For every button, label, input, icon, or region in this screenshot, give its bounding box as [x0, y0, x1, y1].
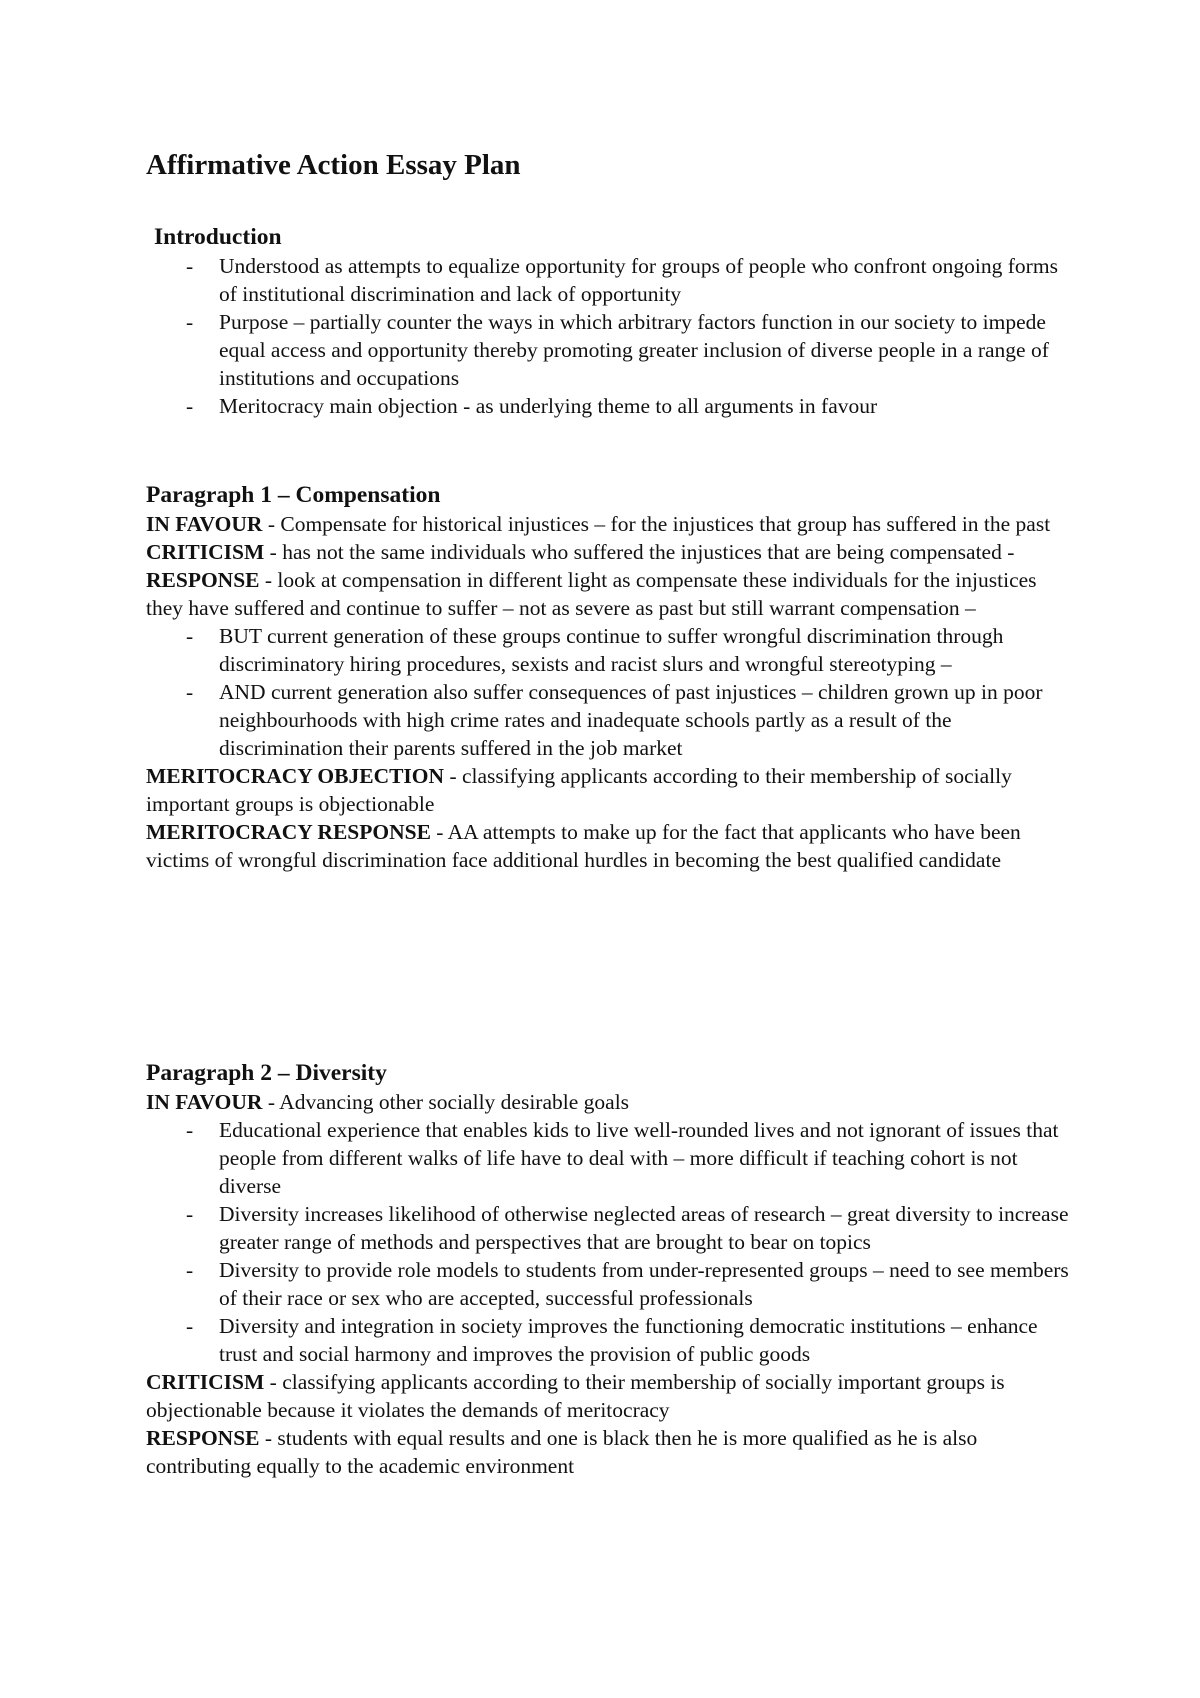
response-text: - look at compensation in different light as compensate these individuals for the injustices they have suffered and continue to suffer – not as severe as past but still warrant compensation – — [146, 568, 1037, 620]
meritocracy-objection-text: - classifying applicants according to their membership of socially important groups is objectionable — [146, 764, 1012, 816]
in-favour-point — [146, 510, 1076, 538]
meritocracy-response-text: - AA attempts to make up for the fact that applicants who have been victims of wrongful discrimination face additional hurdles in becoming the best qualified candidate — [146, 820, 1021, 872]
introduction-heading: Introduction — [154, 224, 282, 250]
response-label: RESPONSE — [146, 1426, 260, 1450]
criticism-point — [146, 1368, 1076, 1424]
list-item: - Diversity increases likelihood of otherwise neglected areas of research – great diversity to increase greater range of methods and perspectives that are brought to bear on topics — [146, 1200, 1076, 1256]
criticism-label: CRITICISM — [146, 540, 265, 564]
paragraph1-heading: Paragraph 1 – Compensation — [146, 482, 441, 508]
criticism-text: - classifying applicants according to their membership of socially important groups is objectionable because it violates the demands of meritocracy — [146, 1370, 1005, 1422]
meritocracy-objection-label: MERITOCRACY OBJECTION — [146, 764, 445, 788]
paragraph2-section — [146, 1058, 1076, 1480]
list-item: - Purpose – partially counter the ways in which arbitrary factors function in our society to impede equal access and opportunity thereby promoting greater inclusion of diverse people in a range of institutions and occupations — [146, 308, 1076, 392]
paragraph1-section — [146, 480, 1076, 874]
introduction-list — [146, 252, 1076, 420]
document-title: Affirmative Action Essay Plan — [146, 149, 521, 181]
response-text: - students with equal results and one is black then he is more qualified as he is also contributing equally to the academic environment — [146, 1426, 978, 1478]
criticism-point — [146, 538, 1076, 566]
meritocracy-response-label: MERITOCRACY RESPONSE — [146, 820, 431, 844]
list-item: - AND current generation also suffer consequences of past injustices – children grown up in poor neighbourhoods with high crime rates and inadequate schools partly as a result of the discrimination their parents suffered in the job market — [146, 678, 1076, 762]
in-favour-text: - Compensate for historical injustices – for the injustices that group has suffered in the past — [262, 512, 1051, 536]
criticism-label: CRITICISM — [146, 1370, 265, 1394]
meritocracy-response-point — [146, 818, 1076, 874]
paragraph2-list — [146, 1116, 1076, 1368]
response-point — [146, 1424, 1076, 1480]
list-item: - Meritocracy main objection - as underlying theme to all arguments in favour — [146, 392, 1076, 420]
list-item: - Diversity and integration in society improves the functioning democratic institutions – enhance trust and social harmony and improves the provision of public goods — [146, 1312, 1076, 1368]
in-favour-point — [146, 1088, 1076, 1116]
list-item: - Diversity to provide role models to students from under-represented groups – need to see members of their race or sex who are accepted, successful professionals — [146, 1256, 1076, 1312]
in-favour-label: IN FAVOUR — [146, 512, 263, 536]
criticism-text: - has not the same individuals who suffered the injustices that are being compensated - — [264, 540, 1015, 564]
list-item: - Understood as attempts to equalize opportunity for groups of people who confront ongoing forms of institutional discrimination and lack of opportunity — [146, 252, 1076, 308]
paragraph2-heading: Paragraph 2 – Diversity — [146, 1060, 387, 1086]
in-favour-text: - Advancing other socially desirable goals — [262, 1090, 630, 1114]
introduction-section — [146, 222, 1076, 420]
meritocracy-objection-point — [146, 762, 1076, 818]
list-item: - Educational experience that enables kids to live well-rounded lives and not ignorant of issues that people from different walks of life have to deal with – more difficult if teaching cohort is not diverse — [146, 1116, 1076, 1200]
response-point — [146, 566, 1076, 622]
list-item: - BUT current generation of these groups continue to suffer wrongful discrimination through discriminatory hiring procedures, sexists and racist slurs and wrongful stereotyping – — [146, 622, 1076, 678]
paragraph1-list — [146, 622, 1076, 762]
response-label: RESPONSE — [146, 568, 260, 592]
in-favour-label: IN FAVOUR — [146, 1090, 263, 1114]
